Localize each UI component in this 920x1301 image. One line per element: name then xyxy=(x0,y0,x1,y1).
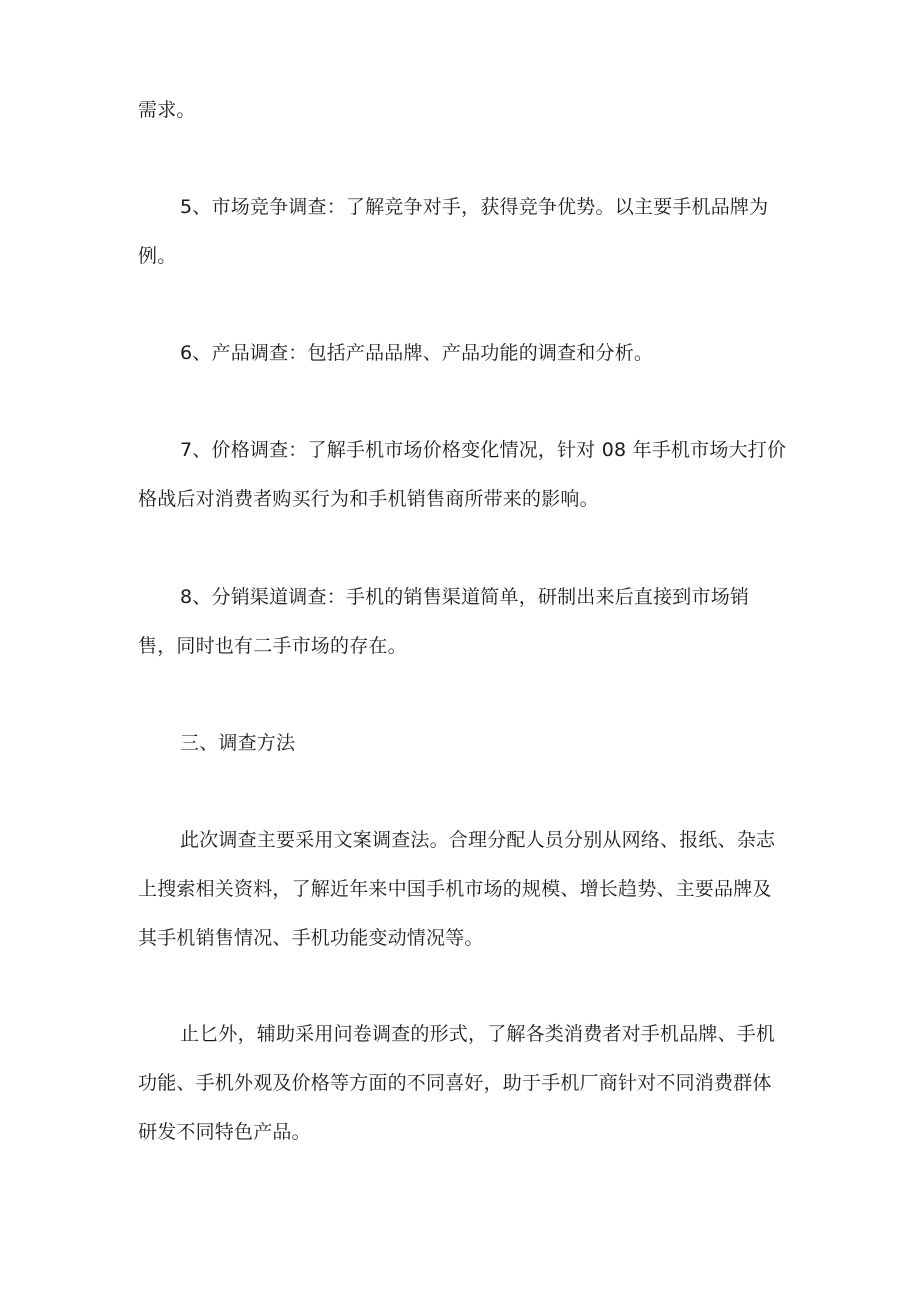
section-heading: 三、调查方法 xyxy=(180,732,296,754)
paragraph-line: 6、产品调查：包括产品品牌、产品功能的调查和分析。 xyxy=(180,342,654,364)
paragraph-line: 售，同时也有二手市场的存在。 xyxy=(138,635,407,657)
paragraph-line: 研发不同特色产品。 xyxy=(138,1121,311,1143)
paragraph-line: 上搜索相关资料，了解近年来中国手机市场的规模、增长趋势、主要品牌及 xyxy=(138,878,772,900)
paragraph-line: 功能、手机外观及价格等方面的不同喜好，助于手机厂商针对不同消费群体 xyxy=(138,1072,772,1094)
paragraph-line: 其手机销售情况、手机功能变动情况等。 xyxy=(138,927,484,949)
paragraph-line: 7、价格调查：了解手机市场价格变化情况，针对 08 年手机市场大打价 xyxy=(180,439,787,461)
paragraph-line: 止匕外，辅助采用问卷调查的形式，了解各类消费者对手机品牌、手机 xyxy=(180,1023,776,1045)
paragraph-line: 例。 xyxy=(138,245,177,267)
paragraph-line: 格战后对消费者购买行为和手机销售商所带来的影响。 xyxy=(138,488,599,510)
paragraph-line: 需求。 xyxy=(138,99,196,121)
paragraph-line: 8、分销渠道调查：手机的销售渠道简单，研制出来后直接到市场销 xyxy=(180,586,750,608)
paragraph-line: 5、市场竞争调查：了解竞争对手，获得竞争优势。以主要手机品牌为 xyxy=(180,196,769,218)
paragraph-line: 此次调查主要采用文案调查法。合理分配人员分别从网络、报纸、杂志 xyxy=(180,829,776,851)
